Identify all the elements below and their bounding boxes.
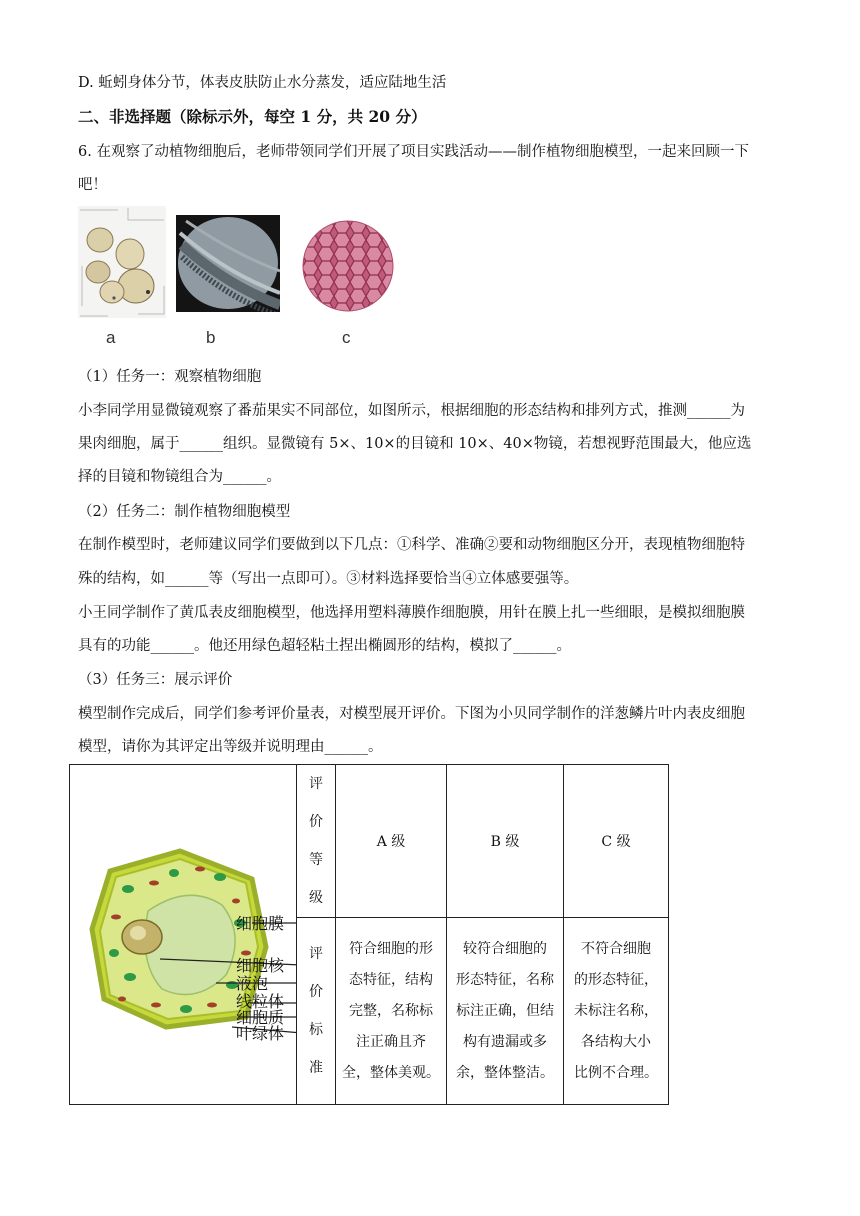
criteria-line: 全，整体美观。: [342, 1064, 440, 1081]
grade-header-cell: [297, 765, 336, 918]
criteria-line: 比例不合理。: [574, 1064, 658, 1081]
task1-line-2: 果肉细胞，属于______组织。显微镜有 5×、10×的目镜和 10×、40×物镜，若想视野范围最大，他应选: [78, 436, 752, 452]
figure-label-b: b: [206, 328, 216, 347]
task1-line-1: 小李同学用显微镜观察了番茄果实不同部位，如图所示，根据细胞的形态结构和排列方式，推测______为: [78, 403, 745, 419]
task2-line-1: 在制作模型时，老师建议同学们要做到以下几点：①科学、准确②要和动物细胞区分开，表现植物细胞特: [78, 537, 745, 553]
criteria-line: 形态特征，名称: [456, 971, 554, 988]
criteria-line: 构有遗漏或多: [463, 1033, 547, 1050]
criteria-c: [564, 918, 669, 1105]
criteria-header-char: 价: [309, 984, 323, 1000]
cell-model-image-cell: [70, 765, 297, 1105]
figure-b-vascular-cells: [176, 215, 280, 312]
task2-line-2: 殊的结构，如______等（写出一点即可）。③材料选择要恰当④立体感要强等。: [78, 571, 579, 587]
criteria-line: 各结构大小: [581, 1033, 651, 1050]
option-d: D. 蚯蚓身体分节，体表皮肤防止水分蒸发，适应陆地生活: [78, 75, 447, 91]
grade-header-char: 等: [309, 852, 323, 868]
criteria-line: 完整，名称标: [349, 1002, 433, 1019]
task3-title: （3）任务三：展示评价: [78, 672, 233, 688]
criteria-header-cell: [297, 918, 336, 1105]
grade-header-char: 级: [309, 890, 323, 906]
figure-a-tomato-cells: [78, 206, 166, 318]
criteria-line: 不符合细胞: [581, 940, 651, 957]
task1-line-3: 择的目镜和物镜组合为______。: [78, 469, 281, 485]
q6-intro-line-1: 6. 在观察了动植物细胞后，老师带领同学们开展了项目实践活动——制作植物细胞模型，一起来回顾一下: [78, 144, 749, 160]
task1-title: （1）任务一：观察植物细胞: [78, 369, 262, 385]
label-mitochondria: 线粒体: [236, 991, 285, 1011]
criteria-a: [336, 918, 447, 1105]
task3-line-1: 模型制作完成后，同学们参考评价量表，对模型展开评价。下图为小贝同学制作的洋葱鳞片叶内表皮细胞: [78, 706, 745, 722]
criteria-line: 余，整体整洁。: [456, 1064, 554, 1081]
criteria-header-char: 标: [309, 1022, 323, 1038]
criteria-line: 注正确且齐: [356, 1033, 426, 1050]
criteria-line: 的形态特征，: [574, 971, 658, 988]
label-cytoplasm: 细胞质: [236, 1007, 285, 1027]
label-nucleus: 细胞核: [236, 955, 285, 975]
label-cell-membrane: 细胞膜: [236, 913, 285, 933]
figure-c-epidermal-cells: [302, 219, 394, 313]
task2-line-3: 小王同学制作了黄瓜表皮细胞模型，他选择用塑料薄膜作细胞膜，用针在膜上扎一些细眼，是模拟细胞膜: [78, 605, 745, 621]
label-vacuole: 液泡: [236, 973, 269, 993]
criteria-line: 态特征，结构: [349, 971, 433, 988]
criteria-header-char: 准: [309, 1060, 323, 1076]
criteria-line: 较符合细胞的: [463, 940, 547, 957]
grade-b: B 级: [447, 765, 564, 918]
q6-intro-line-2: 吧！: [78, 177, 107, 193]
criteria-b: [447, 918, 564, 1105]
task3-line-2: 模型，请你为其评定出等级并说明理由______。: [78, 739, 383, 755]
plant-cell-diagram: [70, 813, 296, 1053]
criteria-line: 标注正确，但结: [456, 1002, 554, 1019]
criteria-header-char: 评: [309, 946, 323, 962]
task2-line-4: 具有的功能______。他还用绿色超轻粘土捏出椭圆形的结构，模拟了______。: [78, 638, 571, 654]
criteria-line: 符合细胞的形: [349, 940, 433, 957]
grade-header-char: 评: [309, 776, 323, 792]
figure-label-c: c: [342, 328, 351, 347]
task2-title: （2）任务二：制作植物细胞模型: [78, 504, 291, 520]
label-chloroplast: 叶绿体: [236, 1023, 285, 1043]
grade-c: C 级: [564, 765, 669, 918]
evaluation-table: [69, 764, 669, 1105]
section-title: 二、非选择题（除标示外，每空 1 分，共 20 分）: [78, 107, 427, 126]
figure-label-a: a: [106, 328, 116, 347]
criteria-line: 未标注名称，: [574, 1002, 658, 1019]
grade-a: A 级: [336, 765, 447, 918]
grade-header-char: 价: [309, 814, 323, 830]
